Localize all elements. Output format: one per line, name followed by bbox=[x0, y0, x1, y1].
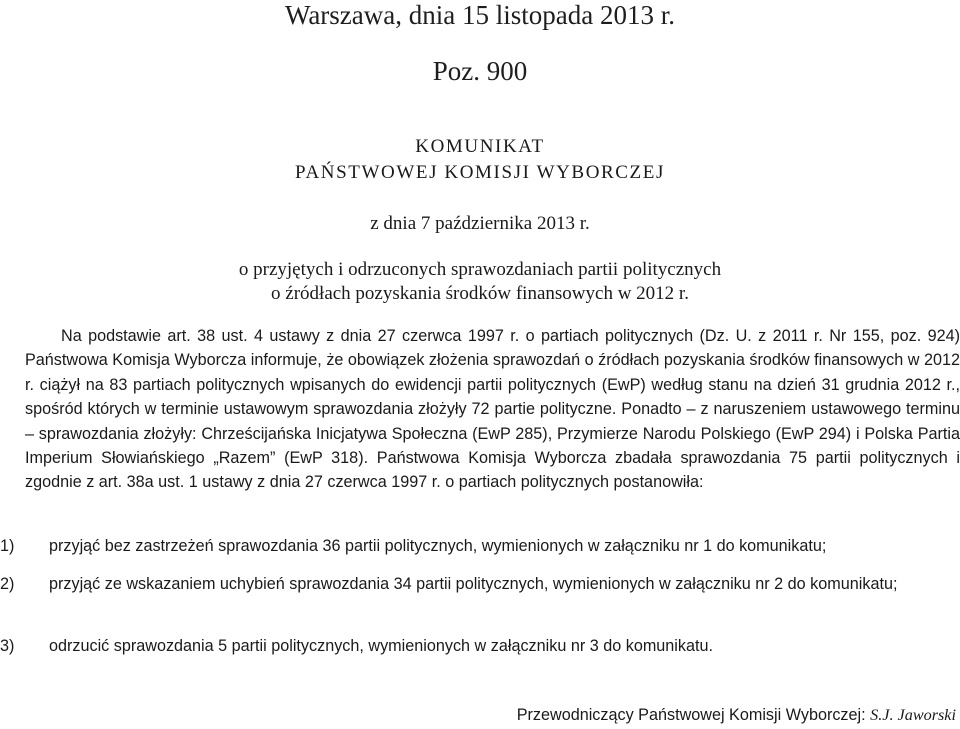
subject-line-2: o źródłach pozyskania środków finansowych w 2012 r. bbox=[271, 283, 689, 304]
document-issuer: PAŃSTWOWEJ KOMISJI WYBORCZEJ bbox=[295, 162, 665, 183]
body-paragraph: Na podstawie art. 38 ust. 4 ustawy z dnia 27 czerwca 1997 r. o partiach politycznych (Dz. U. z 2011 r. Nr 155, poz. 924) Państwowa Komisja Wyborcza informuje, że obowiązek złożenia sprawozdań o źródłach pozyskania środków finansowych w 2012 r. ciążył na 83 partiach politycznych wpisanych do ewidencji partii politycznych (EwP) według stanu na dzień 31 grudnia 2012 r., spośród których w terminie ustawowym sprawozdania złożyły 72 partie polityczne. Ponadto – z naruszeniem ustawowego terminu – sprawozdania złożyły: Chrześcijańska Inicjatywa Społeczna (EwP 285), Przymierze Narodu Polskiego (EwP 294) i Polska Partia Imperium Słowiańskiego „Razem” (EwP 318). Państwowa Komisja Wyborcza zbadała sprawozdania 75 partii politycznych i zgodnie z art. 38a ust. 1 ustawy z dnia 27 czerwca 1997 r. o partiach politycznych postanowiła: bbox=[25, 327, 960, 492]
place-date: Warszawa, dnia 15 listopada 2013 r. bbox=[285, 0, 675, 30]
subject-line-1: o przyjętych i odrzuconych sprawozdaniach partii politycznych bbox=[238, 259, 722, 280]
list-item-number: 1) bbox=[0, 537, 15, 555]
list-item-text: przyjąć ze wskazaniem uchybień sprawozdania 34 partii politycznych, wymienionych w załączniku nr 2 do komunikatu; bbox=[49, 575, 898, 593]
position-number: Poz. 900 bbox=[432, 56, 528, 86]
document-title: KOMUNIKAT bbox=[415, 136, 545, 157]
list-item-text: przyjąć bez zastrzeżeń sprawozdania 36 partii politycznych, wymienionych w załączniku nr 1 do komunikatu; bbox=[49, 537, 827, 555]
list-item-text: odrzucić sprawozdania 5 partii politycznych, wymienionych w załączniku nr 3 do komunikatu. bbox=[49, 637, 713, 655]
issue-date: z dnia 7 października 2013 r. bbox=[370, 213, 590, 234]
signature-role: Przewodniczący Państwowej Komisji Wyborczej: bbox=[516, 706, 871, 724]
signature-name: S.J. Jaworski bbox=[870, 706, 956, 724]
list-item-number: 3) bbox=[0, 637, 15, 655]
signature-block bbox=[0, 703, 956, 727]
list-item-number: 2) bbox=[0, 575, 15, 593]
